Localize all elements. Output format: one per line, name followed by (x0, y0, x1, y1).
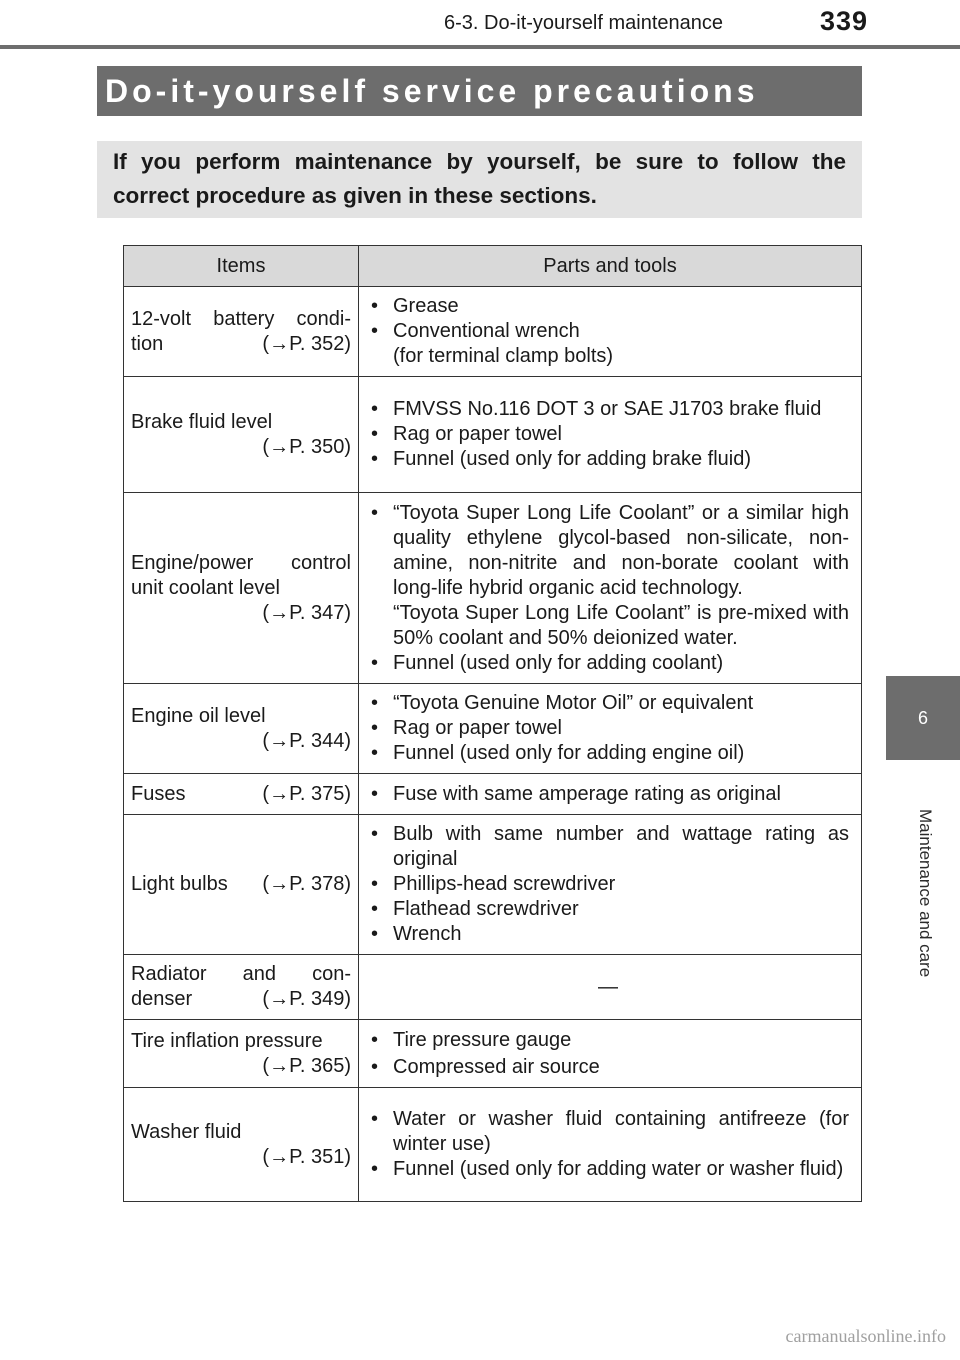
item-name-cont: tion (131, 332, 164, 355)
item-cell (124, 1088, 359, 1202)
list-item: • Funnel (used only for adding coolant) (367, 651, 849, 676)
item-name: Brake fluid level (131, 410, 273, 433)
table-row (124, 815, 862, 955)
item-name-cont: denser (131, 988, 193, 1010)
list-item: • Wrench (367, 922, 849, 947)
page-title: Do-it-yourself service precautions (97, 66, 862, 116)
item-cell (124, 493, 359, 684)
column-header-parts: Parts and tools (359, 246, 862, 287)
list-item: • Funnel (used only for adding engine oil) (367, 741, 849, 766)
list-item: • Compressed air source (367, 1054, 849, 1081)
table-row (124, 1088, 862, 1202)
list-item: • Funnel (used only for adding brake fluid) (367, 447, 849, 472)
section-header: 6-3. Do-it-yourself maintenance (444, 12, 724, 34)
parts-cell (359, 1020, 862, 1088)
column-header-items: Items (124, 246, 359, 287)
chapter-tab: 6 (886, 676, 960, 760)
list-item: • Water or washer fluid containing antifreeze (for winter use) (367, 1107, 849, 1157)
item-cell (124, 377, 359, 493)
item-cell (124, 287, 359, 377)
list-item: • FMVSS No.116 DOT 3 or SAE J1703 brake fluid (367, 397, 849, 422)
list-item: • Phillips-head screwdriver (367, 872, 849, 897)
page-ref-link[interactable]: (→P. 365) (262, 1054, 351, 1077)
parts-cell (359, 287, 862, 377)
list-item: • “Toyota Super Long Life Coolant” or a similar high quality ethylene glycol-based non-silicate, non-amine, non-nitrite and non-borate coolant with long-life hybrid organic acid technology. (367, 501, 849, 601)
header-rule (0, 45, 960, 49)
table-row (124, 955, 862, 1020)
table-row (124, 377, 862, 493)
list-item: • “Toyota Genuine Motor Oil” or equivalent (367, 691, 849, 716)
intro-text: If you perform maintenance by yourself, be sure to follow the correct procedure as given in these sections. (97, 141, 862, 218)
list-item: • Conventional wrench (367, 319, 849, 344)
page-ref-link[interactable]: (→P. 344) (262, 729, 351, 752)
parts-cell (359, 815, 862, 955)
item-cell (124, 815, 359, 955)
page-ref-link[interactable]: (→P. 349) (262, 988, 351, 1010)
item-cell (124, 684, 359, 774)
page-ref-link[interactable]: (→P. 352) (262, 332, 351, 355)
list-item: • Funnel (used only for adding water or washer fluid) (367, 1157, 849, 1182)
item-name: Engine/power control (131, 551, 351, 574)
page-ref-link[interactable]: (→P. 350) (262, 435, 351, 458)
no-parts-dash: — (598, 975, 618, 998)
item-name-cont: unit coolant level (131, 576, 280, 599)
item-name: 12-volt battery condi- (131, 307, 351, 330)
parts-cell (359, 774, 862, 815)
item-name: Radiator and con- (131, 963, 351, 985)
page-ref-link[interactable]: (→P. 347) (262, 601, 351, 624)
list-item: • Grease (367, 294, 849, 319)
watermark-footer[interactable]: carmanualsonline.info (785, 1326, 946, 1346)
parts-cell (359, 1088, 862, 1202)
page-number: 339 (820, 6, 869, 36)
table-row (124, 493, 862, 684)
item-name: Washer fluid (131, 1120, 242, 1143)
list-item: • Rag or paper towel (367, 422, 849, 447)
parts-cell (359, 684, 862, 774)
item-name: Engine oil level (131, 704, 266, 727)
page-ref-link[interactable]: (→P. 378) (262, 873, 351, 895)
item-cell (124, 955, 359, 1020)
item-name: Tire inflation pressure (131, 1029, 323, 1052)
page-ref-link[interactable]: (→P. 351) (262, 1145, 351, 1168)
table-row (124, 774, 862, 815)
list-item: • Rag or paper towel (367, 716, 849, 741)
list-item: • Fuse with same amperage rating as original (367, 782, 849, 807)
list-item: • Flathead screwdriver (367, 897, 849, 922)
parts-cell (359, 493, 862, 684)
list-item-note: “Toyota Super Long Life Coolant” is pre-mixed with 50% coolant and 50% deionized water. (393, 601, 849, 649)
list-item-note: (for terminal clamp bolts) (393, 345, 614, 367)
table-row (124, 1020, 862, 1088)
maintenance-table (123, 245, 862, 1202)
table-header-row (124, 246, 862, 287)
parts-cell (359, 955, 862, 1020)
chapter-label: Maintenance and care (916, 808, 935, 978)
table-row (124, 684, 862, 774)
parts-cell (359, 377, 862, 493)
page-ref-link[interactable]: (→P. 375) (262, 782, 351, 805)
list-item: • Bulb with same number and wattage rating as original (367, 822, 849, 872)
item-name: Fuses (131, 782, 186, 805)
item-cell (124, 774, 359, 815)
item-cell (124, 1020, 359, 1088)
list-item: • Tire pressure gauge (367, 1027, 849, 1054)
item-name: Light bulbs (131, 873, 228, 895)
table-row (124, 287, 862, 377)
